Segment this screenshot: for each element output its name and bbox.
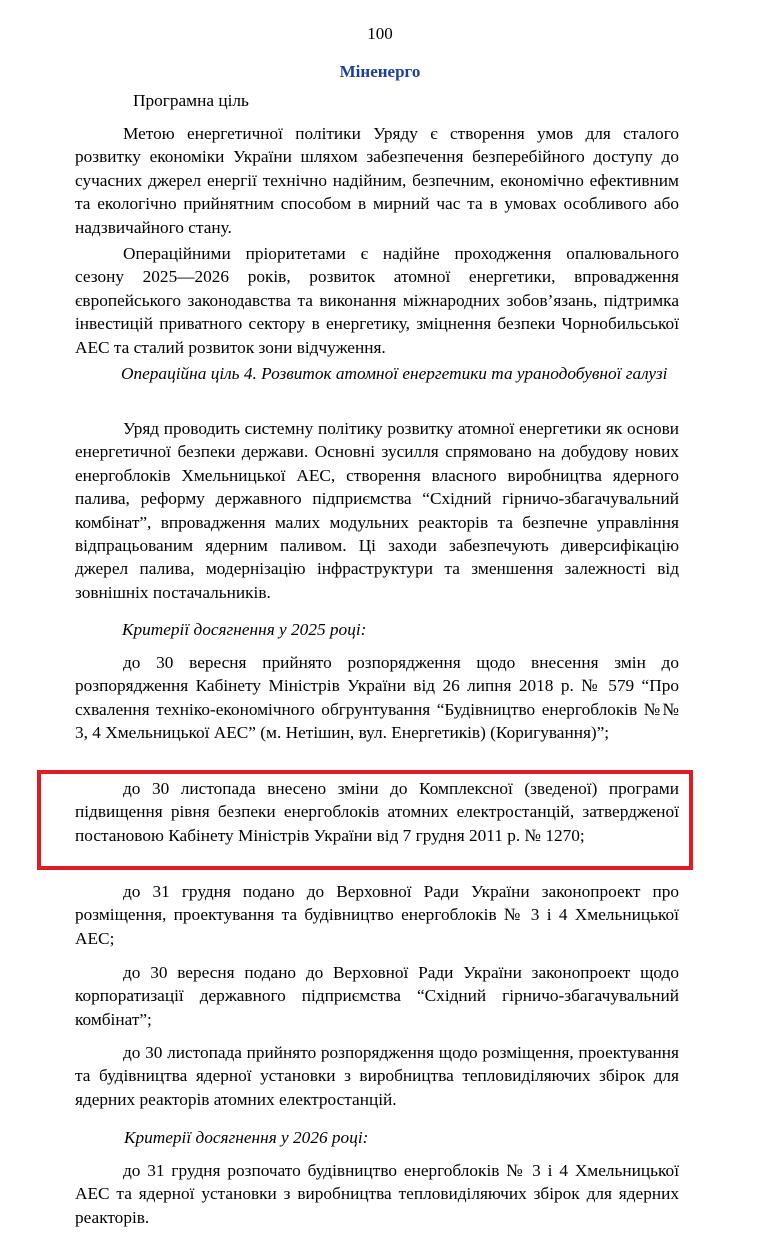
priorities-paragraph: Операційними пріоритетами є надійне проходження опалювального сезону 2025—2026 років, розвиток атомної енергетики, впровадження європейського законодавства та виконання міжнародних зобов’язань, підтримка інвестицій приватного сектору в енергетику, зміцнення безпеки Чорнобильської АЕС та сталий розвиток зони відчуження.: [75, 244, 679, 357]
criteria-2025-item-highlighted: до 30 листопада внесено зміни до Комплексної (зведеної) програми підвищення рівня безпеки енергоблоків атомних електростанцій, затвердженої постановою Кабінету Міністрів України від 7 грудня 2011 р. № 1270;: [75, 779, 679, 845]
criteria-2025-item: до 31 грудня подано до Верховної Ради України законопроект про розміщення, проектування та будівництво енергоблоків № 3 і 4 Хмельницької АЕС;: [75, 882, 679, 948]
operational-goal-heading: Операційна ціль 4. Розвиток атомної енергетики та уранодобувної галузі: [121, 364, 668, 383]
criteria-2026-item: до 31 грудня розпочато будівництво енергоблоків № 3 і 4 Хмельницької АЕС та ядерної установки з виробництва тепловиділяючих збірок для ядерних реакторів.: [75, 1161, 679, 1227]
page-number: 100: [367, 24, 393, 43]
program-goal-paragraph: Метою енергетичної політики Уряду є створення умов для сталого розвитку економіки України шляхом забезпечення безперебійного доступу до сучасних джерел енергії технічно надійним, безпечним, економічно ефективним та екологічно прийнятним способом в мирний час та в умовах особливого або надзвичайного стану.: [75, 124, 679, 237]
criteria-2026-heading: Критерії досягнення у 2026 році:: [124, 1128, 369, 1147]
program-goal-heading: Програмна ціль: [133, 91, 249, 110]
criteria-2025-item: до 30 вересня подано до Верховної Ради України законопроект щодо корпоратизації державного підприємства “Східний гірничо-збагачувальний комбінат”;: [75, 963, 679, 1029]
criteria-2025-heading: Критерії досягнення у 2025 році:: [122, 620, 367, 639]
criteria-2025-item: до 30 листопада прийнято розпорядження щодо розміщення, проектування та будівництва ядерної установки з виробництва тепловиділяючих збірок для ядерних реакторів атомних електростанцій.: [75, 1043, 679, 1109]
criteria-2025-item: до 30 вересня прийнято розпорядження щодо внесення змін до розпорядження Кабінету Міністрів України від 26 липня 2018 р. № 579 “Про схвалення техніко-економічного обгрунтування “Будівництво енергоблоків №№ 3, 4 Хмельницької АЕС” (м. Нетішин, вул. Енергетиків) (Коригування)”;: [75, 653, 679, 743]
ministry-heading: Міненерго: [339, 62, 421, 81]
operational-goal-paragraph: Уряд проводить системну політику розвитку атомної енергетики як основи енергетичної безпеки держави. Основні зусилля спрямовано на добудову нових енергоблоків Хмельницької АЕС, створення власного виробництва ядерного палива, реформу державного підприємства “Східний гірничо-збагачувальний комбінат”, впровадження малих модульних реакторів та безпечне управління відпрацьованим ядерним паливом. Ці заходи забезпечують диверсифікацію джерел палива, модернізацію інфраструктури та зменшення залежності від зовнішніх постачальників.: [75, 419, 679, 602]
highlight-box: [37, 770, 693, 870]
